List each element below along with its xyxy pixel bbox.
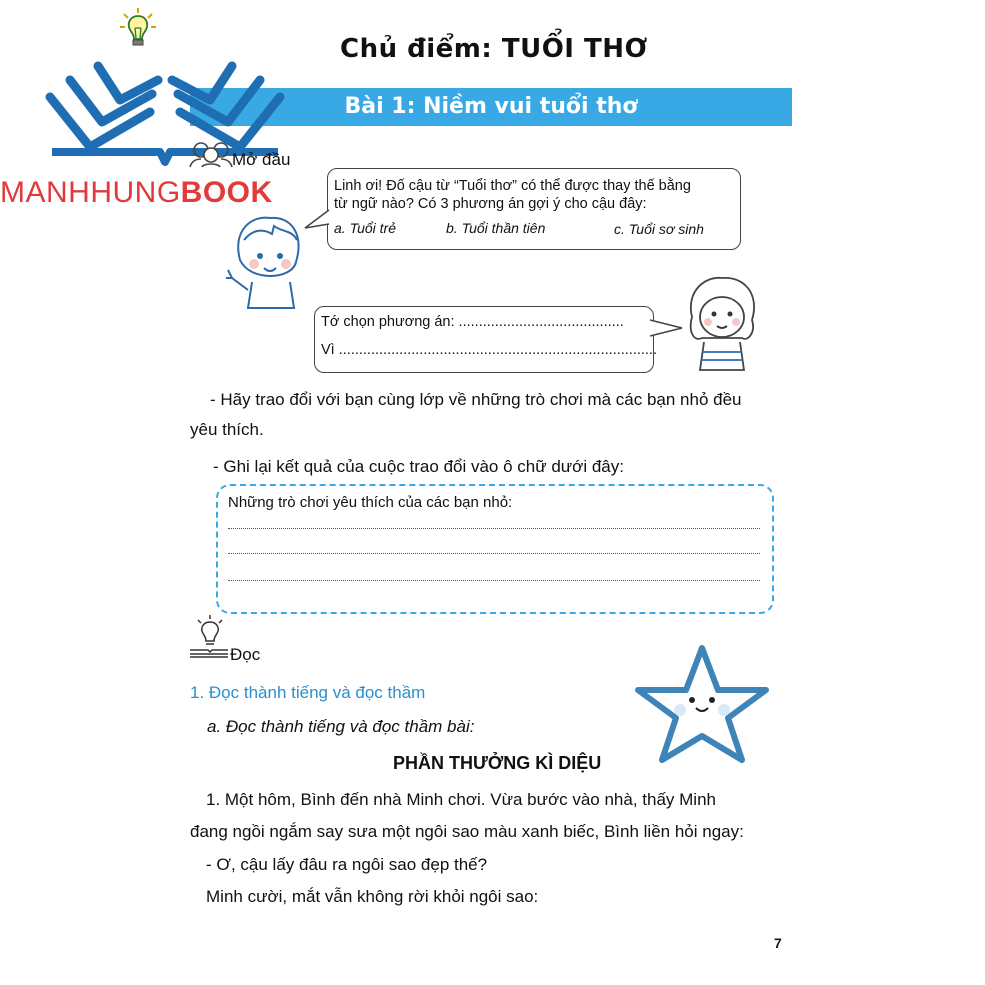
speech-bubble-answer — [314, 306, 657, 373]
page-number: 7 — [774, 935, 782, 951]
lesson-title: Bài 1: Niềm vui tuổi thơ — [344, 94, 638, 119]
story-paragraph-2: - Ơ, cậu lấy đâu ra ngôi sao đẹp thế? — [206, 855, 488, 874]
reading-lightbulb-icon — [188, 614, 230, 658]
brand-text-left: MANHHUNG — [0, 176, 181, 209]
speech-bubble-question — [327, 168, 741, 250]
option-b: b. Tuổi thần tiên — [446, 220, 546, 236]
writing-line-1[interactable] — [228, 528, 760, 529]
topic-title: Chủ điểm: TUỔI THƠ — [340, 34, 648, 64]
brand-text-right: BOOK — [180, 176, 273, 209]
option-a: a. Tuổi trẻ — [334, 220, 396, 236]
writing-line-3[interactable] — [228, 580, 760, 581]
instruction-1: - Hãy trao đổi với bạn cùng lớp về những trò chơi mà các bạn nhỏ đều — [210, 390, 742, 409]
reading-label: Đọc — [230, 645, 261, 664]
lightbulb-icon — [118, 6, 158, 52]
star-illustration — [632, 644, 772, 764]
bubble1-tail — [303, 208, 331, 232]
story-paragraph-1a: 1. Một hôm, Bình đến nhà Minh chơi. Vừa bước vào nhà, thấy Minh — [206, 790, 716, 809]
girl-illustration — [682, 272, 762, 372]
bubble-line-2: từ ngữ nào? Có 3 phương án gợi ý cho cậu đây: — [334, 196, 647, 212]
intro-label: Mở đầu — [232, 150, 291, 169]
answer-line-choice[interactable]: Tớ chọn phương án: ......................................... — [321, 314, 624, 330]
story-paragraph-1b: đang ngồi ngắm say sưa một ngôi sao màu xanh biếc, Bình liền hỏi ngay: — [190, 822, 744, 841]
answer-line-reason[interactable]: Vì ............................................................................... — [321, 342, 657, 358]
bubble-line-1: Linh ơi! Đố cậu từ “Tuổi thơ” có thể được thay thế bằng — [334, 178, 691, 194]
answer-box-title: Những trò chơi yêu thích của các bạn nhỏ: — [228, 494, 513, 511]
reading-heading: 1. Đọc thành tiếng và đọc thầm — [190, 683, 426, 702]
bubble2-tail — [648, 316, 684, 340]
instruction-1-cont: yêu thích. — [190, 420, 264, 439]
reading-subheading: a. Đọc thành tiếng và đọc thầm bài: — [207, 717, 475, 736]
option-c: c. Tuổi sơ sinh — [614, 221, 704, 237]
writing-line-2[interactable] — [228, 553, 760, 554]
instruction-2: - Ghi lại kết quả của cuộc trao đổi vào ô chữ dưới đây: — [213, 457, 624, 476]
story-paragraph-3: Minh cười, mắt vẫn không rời khỏi ngôi sao: — [206, 887, 539, 906]
kids-group-icon — [188, 138, 234, 168]
story-title: PHẦN THƯỞNG KÌ DIỆU — [393, 753, 602, 773]
